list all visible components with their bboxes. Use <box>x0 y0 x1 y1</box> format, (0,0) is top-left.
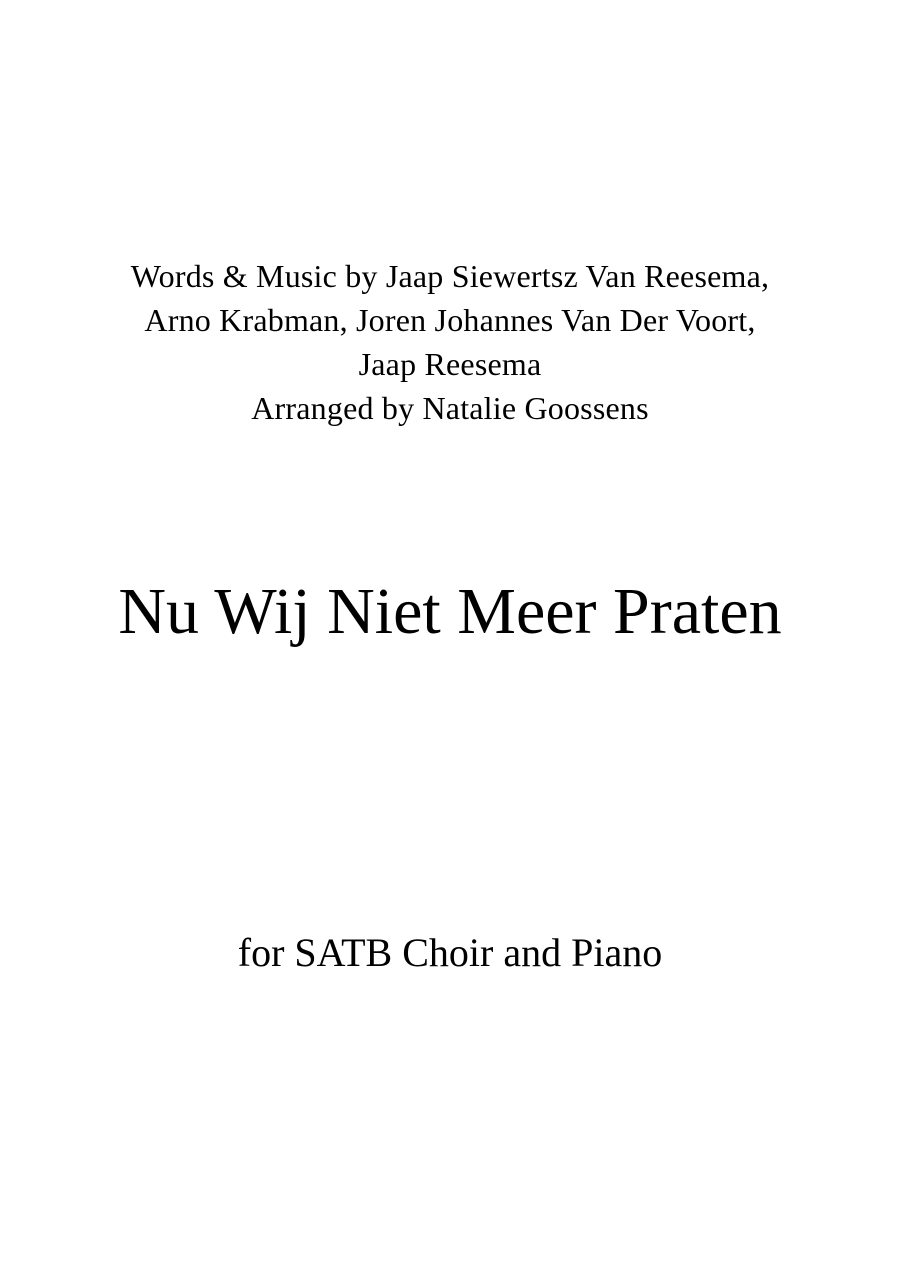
credits-line-words-music-2: Arno Krabman, Joren Johannes Van Der Voort, <box>144 302 756 338</box>
credits-line-words-music-3: Jaap Reesema <box>358 346 542 382</box>
credits-line-words-music-1: Words & Music by Jaap Siewertsz Van Reesema, <box>130 258 770 294</box>
instrumentation-subtitle: for SATB Choir and Piano <box>237 930 663 975</box>
credits-block <box>0 254 900 430</box>
credits-line-arranger: Arranged by Natalie Goossens <box>251 390 649 426</box>
page-title: Nu Wij Niet Meer Praten <box>118 575 782 648</box>
